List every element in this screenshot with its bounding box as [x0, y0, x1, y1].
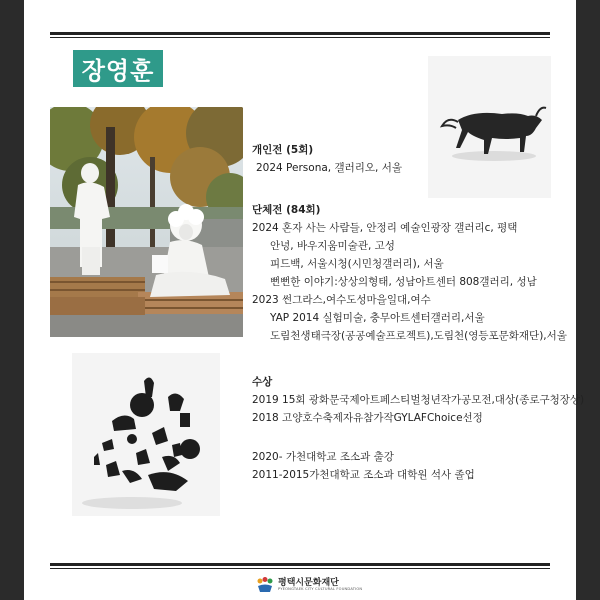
- foundation-name: 평택시문화재단: [278, 577, 339, 588]
- artist-name-tag: 장영훈: [73, 50, 163, 87]
- group-exhibition-section: [252, 201, 567, 345]
- career-item: 2020- 가천대학교 조소과 출강: [252, 451, 394, 463]
- group-item: 도림천생태극장(공공예술프로젝트),도림천(영등포문화재단),서울: [270, 330, 567, 342]
- silhouette-figures-photo: [72, 353, 220, 516]
- solo-exhibition-section: [252, 141, 402, 177]
- group-item: 안녕, 바우지움미술관, 고성: [270, 240, 395, 252]
- bull-sculpture-photo: [428, 56, 551, 198]
- career-item: 2011-2015가천대학교 조소과 대학원 석사 졸업: [252, 469, 475, 481]
- group-item: 피드백, 서울시청(시민청갤러리), 서울: [270, 258, 444, 270]
- solo-item: 2024 Persona, 갤러리오, 서울: [256, 162, 402, 174]
- top-rule-thin: [50, 37, 550, 38]
- top-rule-thick: [50, 32, 550, 35]
- career-section: [252, 448, 475, 484]
- bottom-rule-thick: [50, 563, 550, 566]
- group-heading: 단체전 (84회): [252, 204, 321, 216]
- bottom-rule-thin: [50, 568, 550, 569]
- sculpture-park-photo: [50, 107, 243, 337]
- foundation-name-en: PYEONGTAEK CITY CULTURAL FOUNDATION: [278, 586, 363, 591]
- awards-section: [252, 373, 584, 427]
- award-item: 2018 고양호수축제자유참가작GYLAFChoice선정: [252, 412, 483, 424]
- foundation-logo: [256, 576, 362, 594]
- group-item: 2024 혼자 사는 사람들, 안정리 예술인광장 갤러리c, 평택: [252, 222, 518, 234]
- awards-heading: 수상: [252, 376, 273, 388]
- group-item: YAP 2014 실험미술, 충무아트센터갤러리,서울: [270, 312, 485, 324]
- group-item: 2023 썬그라스,여수도성마을일대,여수: [252, 294, 431, 306]
- foundation-emblem-icon: [256, 577, 274, 593]
- solo-heading: 개인전 (5회): [252, 144, 314, 156]
- group-item: 뻔뻔한 이야기:상상의형태, 성남아트센터 808갤러리, 성남: [270, 276, 537, 288]
- document-page: [24, 0, 585, 600]
- award-item: 2019 15회 광화문국제아트페스티벌청년작가공모전,대상(종로구청장상): [252, 394, 585, 406]
